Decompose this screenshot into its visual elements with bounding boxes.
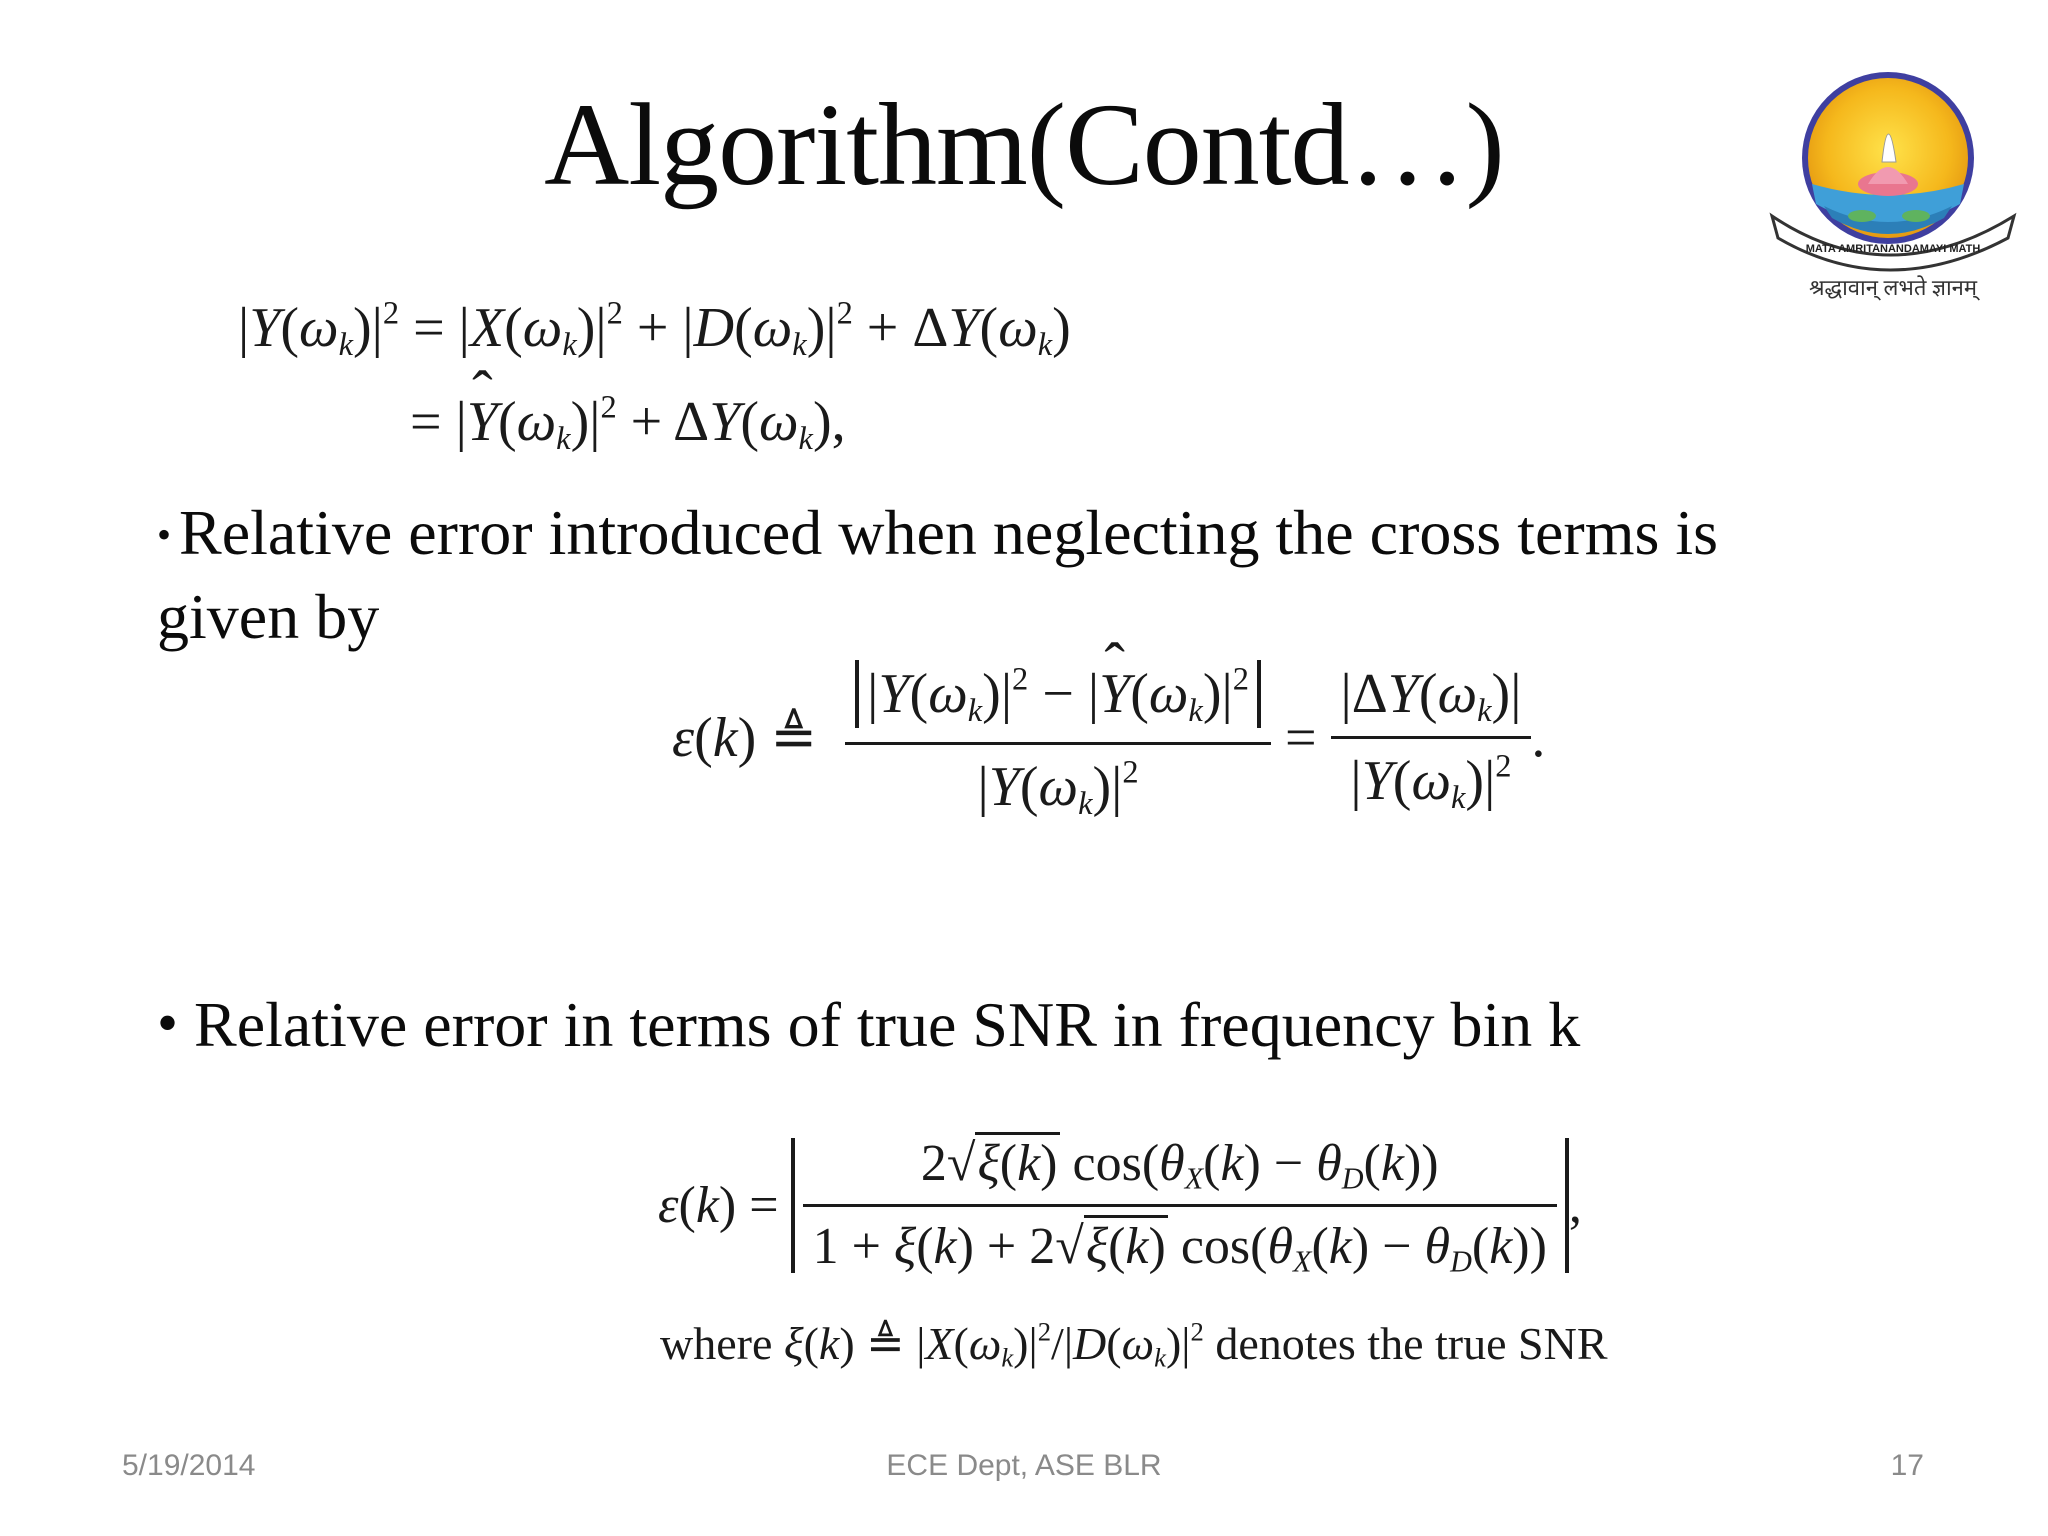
bullet-text: Relative error introduced when neglecting the cross terms is given by bbox=[157, 497, 1719, 652]
equation-relative-error: ε(k) ≜ $\frac{|Y(\omega_k)|^2 - |ˆ Y(\omega_k)|^2}{|Y(\omega_k)|^2}$ = $\frac{|\Delta Y(\omega_k)|}{|Y(\omega_k)|^2}$ . bbox=[672, 660, 1545, 815]
footer-page-number: 17 bbox=[1890, 1449, 1924, 1482]
equation-line-2: = |ˆ $Y(\omega_k)|^2 + \Delta Y(\omega_k)$, bbox=[238, 394, 1071, 450]
slide-title: Algorithm(Contd…) bbox=[544, 79, 1504, 210]
equation-relative-error-snr: ε(k) = $\frac{2√\xi(k) \cos(\theta_X(k) - \theta_D(k))}{1 + \xi(k) + 2√\xi(k) \cos(\theta_X(k) - \theta_D(k))}$ , bbox=[658, 1138, 1582, 1273]
bullet-relative-error bbox=[157, 492, 1837, 658]
logo-banner-text: MATA AMRITANANDAMAYI MATH bbox=[1805, 243, 1981, 255]
equation-snr-definition: where ξ(k) ≜ $|X(\omega_k)|^2/|D(\omega_k)|^2$ denotes the true SNR bbox=[660, 1316, 1608, 1373]
equation-line-1: $|Y(\omega_k)|^2 = |X(\omega_k)|^2 + |D(\omega_k)|^2 + \Delta Y(\omega_k)$ bbox=[238, 295, 1071, 364]
bullet-dot: • bbox=[157, 512, 172, 557]
equation-power-spectrum bbox=[238, 295, 1071, 458]
bullet-true-snr bbox=[157, 982, 1580, 1066]
footer-date: 5/19/2014 bbox=[122, 1449, 256, 1482]
logo-motto-text: श्रद्धावान् लभते ज्ञानम् bbox=[1808, 275, 1978, 300]
bullet-dot: • bbox=[157, 990, 179, 1056]
footer-department: ECE Dept, ASE BLR bbox=[886, 1449, 1162, 1482]
institution-logo bbox=[1764, 66, 2022, 302]
bullet-text: Relative error in terms of true SNR in frequency bin k bbox=[194, 989, 1581, 1060]
